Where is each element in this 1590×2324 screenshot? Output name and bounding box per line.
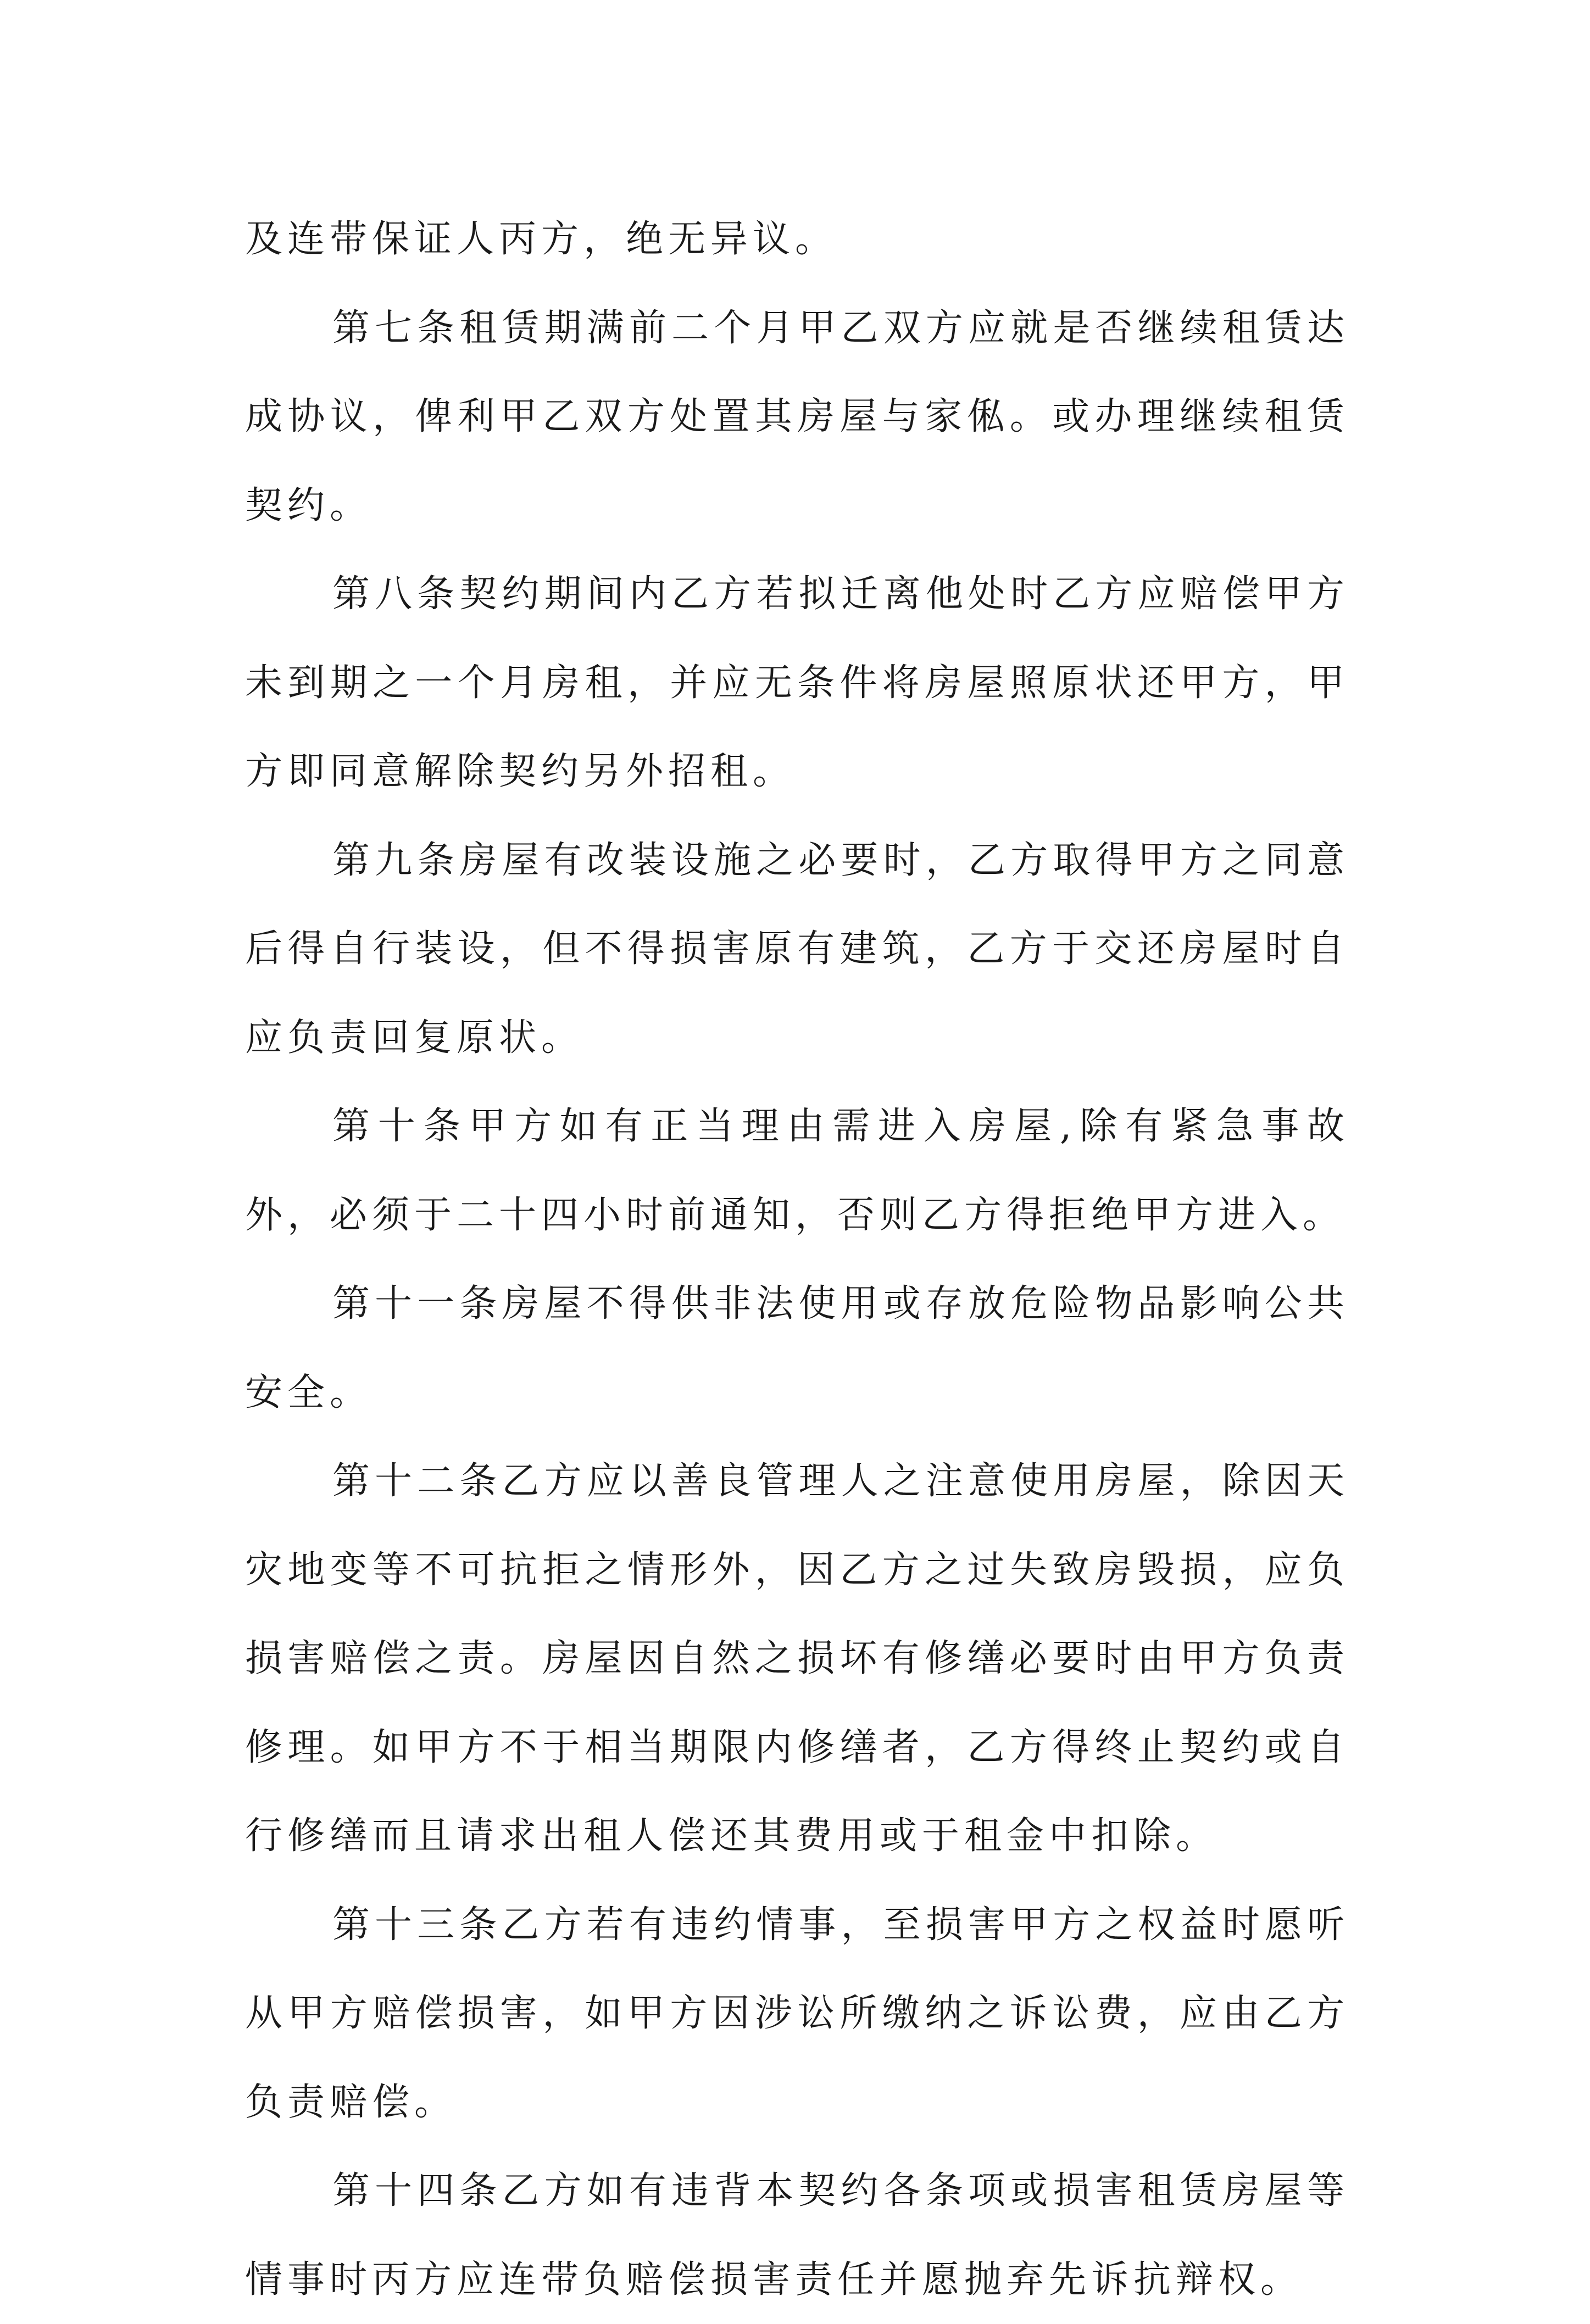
paragraph-article-7: 第七条租赁期满前二个月甲乙双方应就是否继续租赁达成协议，俾利甲乙双方处置其房屋与家俬。或办理继续租赁契约。 <box>245 306 1349 527</box>
paragraph-article-9: 第九条房屋有改装设施之必要时，乙方取得甲方之同意后得自行装设，但不得损害原有建筑，乙方于交还房屋时自应负责回复原状。 <box>245 838 1349 1060</box>
paragraph-article-11: 第十一条房屋不得供非法使用或存放危险物品影响公共安全。 <box>245 1282 1349 1414</box>
paragraph-article-8: 第八条契约期间内乙方若拟迁离他处时乙方应赔偿甲方未到期之一个月房租，并应无条件将房屋照原状还甲方，甲方即同意解除契约另外招租。 <box>245 572 1349 793</box>
paragraph-continuation: 及连带保证人丙方，绝无异议。 <box>245 218 838 261</box>
paragraph-article-10: 第十条甲方如有正当理由需进入房屋,除有紧急事故外，必须于二十四小时前通知，否则乙方得拒绝甲方进入。 <box>245 1105 1349 1237</box>
paragraph-article-12: 第十二条乙方应以善良管理人之注意使用房屋，除因天灾地变等不可抗拒之情形外，因乙方之过失致房毁损，应负损害赔偿之责。房屋因自然之损坏有修缮必要时由甲方负责修理。如甲方不于相当期限内修缮者，乙方得终止契约或自行修缮而且请求出租人偿还其费用或于租金中扣除。 <box>245 1459 1349 1858</box>
paragraph-article-14: 第十四条乙方如有违背本契约各条项或损害租赁房屋等情事时丙方应连带负赔偿损害责任并愿抛弃先诉抗辩权。 <box>245 2169 1349 2301</box>
paragraph-article-13: 第十三条乙方若有违约情事，至损害甲方之权益时愿听从甲方赔偿损害，如甲方因涉讼所缴纳之诉讼费，应由乙方负责赔偿。 <box>245 1903 1349 2124</box>
contract-body <box>245 195 1349 2324</box>
